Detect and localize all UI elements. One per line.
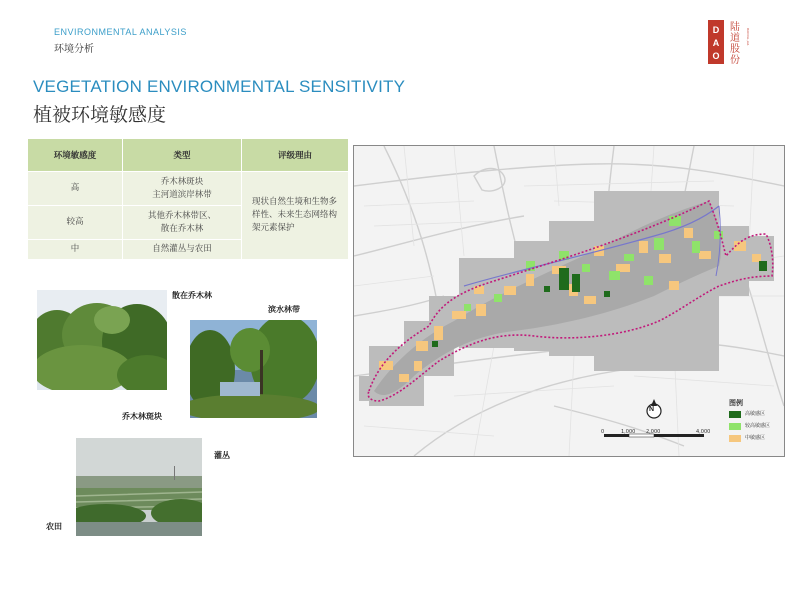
map-legend [729, 398, 771, 441]
photo-shrubs-farmland [76, 438, 202, 536]
type-line: 乔木林斑块 [160, 176, 204, 187]
table-cell-type: 自然灌丛与农田 [123, 240, 242, 260]
table-row [28, 172, 349, 206]
svg-text:A: A [712, 38, 720, 48]
table-cell-reason: 现状自然生境和生物多样性、未来生态网络构架元素保护 [242, 172, 349, 260]
type-line: 主河道滨岸林带 [152, 189, 212, 200]
type-line: 散在乔木林 [160, 223, 204, 234]
legend-label: 高敏感区 [745, 411, 766, 417]
page-title-en: VEGETATION ENVIRONMENTAL SENSITIVITY [33, 77, 406, 96]
photo-riverside-forest [190, 320, 317, 418]
photo-caption: 散在乔木林 [172, 290, 212, 300]
svg-text:道: 道 [730, 33, 740, 44]
legend-title: 图例 [729, 399, 743, 407]
legend-swatch [729, 411, 741, 418]
legend-item [729, 422, 789, 431]
legend-item [729, 434, 789, 443]
table-cell-level: 中 [28, 240, 123, 260]
svg-text:份: 份 [730, 55, 740, 64]
table-header-cell: 类型 [123, 139, 242, 172]
svg-text:陆: 陆 [730, 22, 740, 33]
scale-label: 0 [601, 429, 605, 435]
type-line: 其他乔木林带区、 [147, 210, 216, 221]
legend-item [729, 410, 789, 419]
photo-scattered-trees [37, 290, 167, 390]
photo-caption: 滨水林带 [268, 304, 300, 314]
table-cell-level: 高 [28, 172, 123, 206]
sensitivity-table [27, 138, 349, 260]
table-header-cell: 评级理由 [242, 139, 349, 172]
scale-label: 4,000 [696, 429, 711, 435]
legend-label: 较高敏感区 [745, 423, 771, 429]
table-cell-type [123, 206, 242, 240]
north-label: N [649, 406, 655, 413]
scale-label: 1,000 [621, 429, 636, 435]
page-title-cn: 植被环境敏感度 [33, 104, 167, 126]
photo-caption: 农田 [46, 521, 62, 531]
table-header-row [28, 139, 349, 172]
photo-caption: 乔木林斑块 [122, 411, 162, 421]
svg-text:股: 股 [730, 44, 740, 55]
sensitivity-map [353, 145, 785, 457]
photo-caption: 灌丛 [214, 450, 230, 460]
scale-label: 2,000 [646, 429, 661, 435]
company-logo [708, 18, 752, 64]
section-subtitle-en: ENVIRONMENTAL ANALYSIS [54, 27, 187, 37]
svg-text:O: O [712, 51, 720, 61]
table-cell-level: 较高 [28, 206, 123, 240]
legend-swatch [729, 423, 741, 430]
section-subtitle-cn: 环境分析 [54, 44, 94, 55]
table-cell-type [123, 172, 242, 206]
table-header-cell: 环境敏感度 [28, 139, 123, 172]
svg-text:DAO Co.,Ltd.: DAO Co.,Ltd. [746, 28, 750, 46]
legend-label: 中敏感区 [745, 435, 766, 441]
svg-text:D: D [712, 25, 720, 35]
legend-swatch [729, 435, 741, 442]
